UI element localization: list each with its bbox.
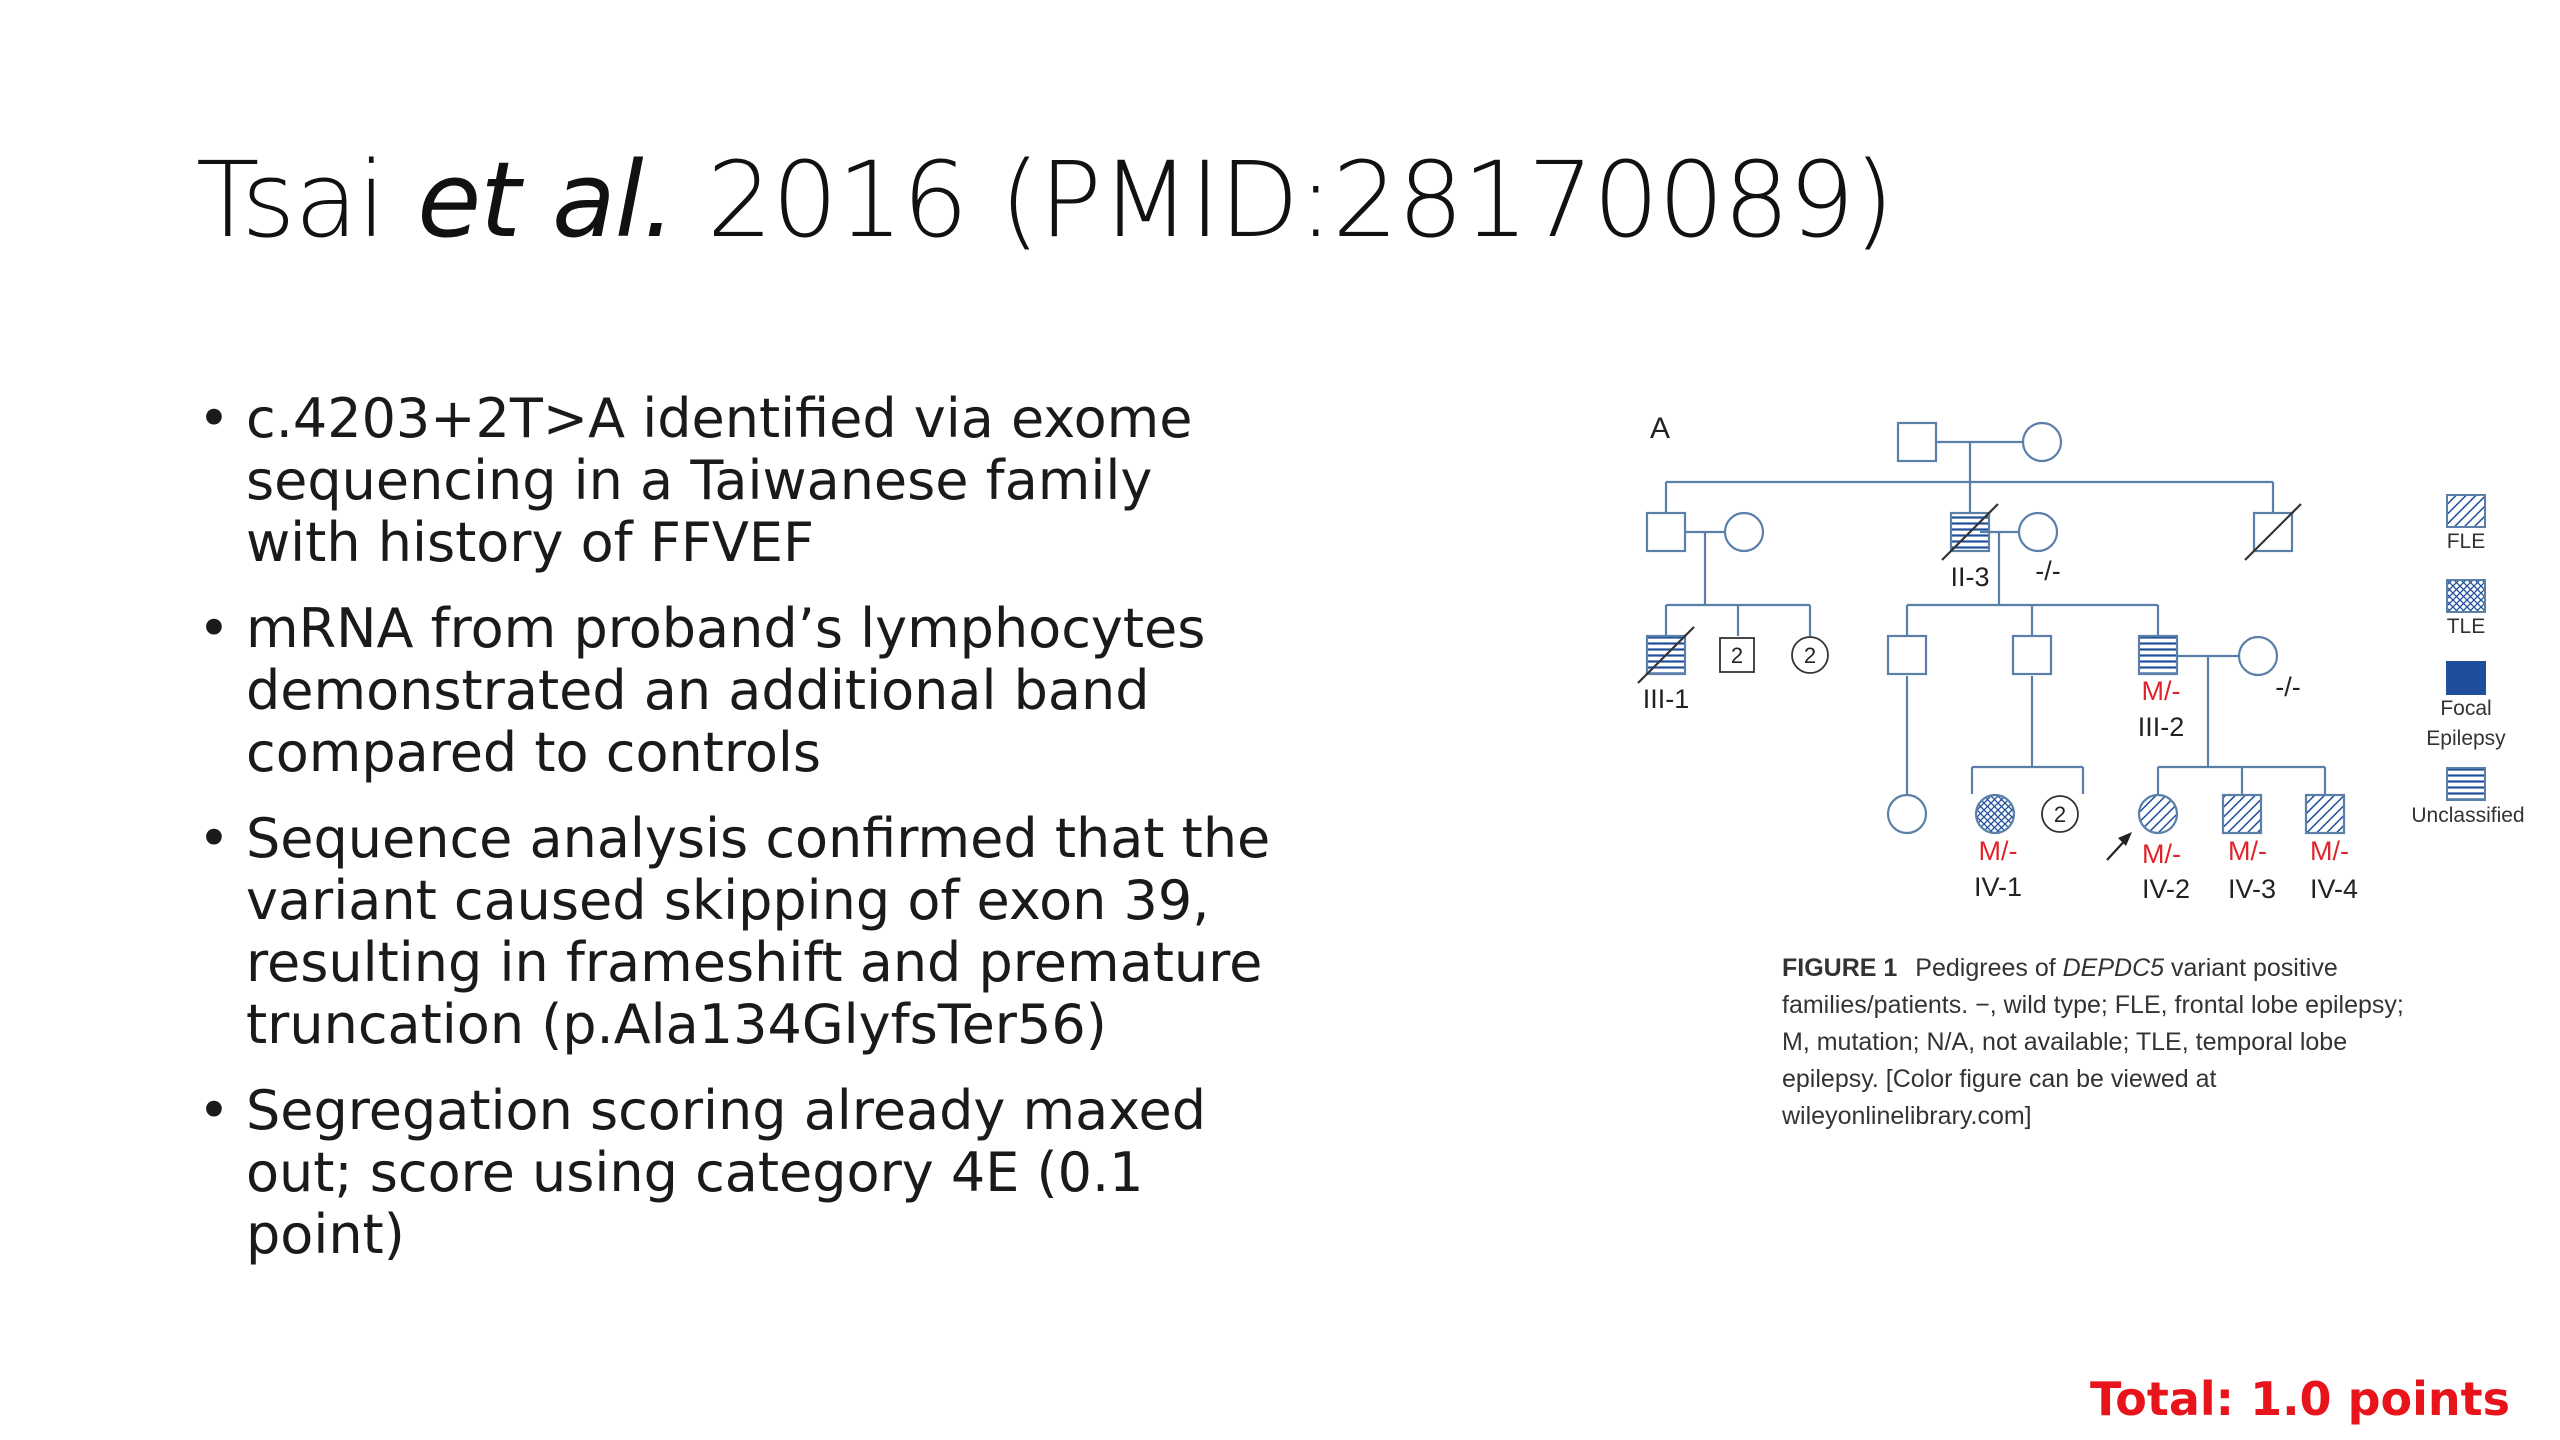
- fle-swatch: [2447, 495, 2485, 527]
- iv1-label: IV-1: [1973, 872, 2023, 902]
- title-italic: et al.: [417, 139, 675, 261]
- iii1-label: III-1: [1642, 684, 1690, 714]
- title-suffix: 2016 (PMID:28170089): [674, 139, 1894, 261]
- iv2-genotype: M/-: [2142, 839, 2181, 869]
- iv1-symbol: [1976, 795, 2014, 833]
- bullet-dot-icon: •: [198, 597, 230, 660]
- ii3-spouse-symbol: [2019, 513, 2057, 551]
- bullet-dot-icon: •: [198, 387, 230, 450]
- iv3-label: IV-3: [2228, 874, 2277, 904]
- legend-fle: FLE: [2446, 530, 2486, 553]
- ii3-label: II-3: [1950, 562, 1990, 592]
- tle-swatch: [2447, 580, 2485, 612]
- iv2-symbol: [2139, 795, 2177, 833]
- iv2-label: IV-2: [2142, 874, 2191, 904]
- grandfather-symbol: [1898, 423, 1936, 461]
- multiple-count: 2: [2053, 802, 2067, 827]
- bullet-text: Segregation scoring already maxed out; score using category 4E (0.1 point): [246, 1079, 1207, 1266]
- caption-text-after: variant positive families/patients. −, wild type; FLE, frontal lobe epilepsy; M, mutation; N/A, not available; TLE, temporal lobe epilepsy. [Color figure can be viewed at wileyonlinelibrary.com]: [1782, 954, 2404, 1130]
- iii-male-symbol: [1888, 636, 1926, 674]
- caption-text-before: Pedigrees of: [1915, 954, 2063, 982]
- focal-swatch: [2447, 662, 2485, 694]
- iv3-genotype: M/-: [2228, 836, 2267, 866]
- multiple-count: 2: [1730, 643, 1744, 668]
- unclassified-swatch: [2447, 768, 2485, 800]
- iv4-genotype: M/-: [2310, 836, 2349, 866]
- legend-focal-line2: Epilepsy: [2426, 727, 2506, 750]
- caption-gene: DEPDC5: [2062, 954, 2165, 982]
- iii-male-symbol: [2013, 636, 2051, 674]
- bullet-item: [196, 598, 1276, 784]
- bullet-item: [196, 388, 1276, 574]
- title-prefix: Tsai: [196, 139, 418, 261]
- grandmother-symbol: [2023, 423, 2061, 461]
- ii1-symbol: [1647, 513, 1685, 551]
- total-points: Total: 1.0 points: [2090, 1372, 2510, 1426]
- ii3-spouse-genotype: -/-: [2035, 556, 2061, 586]
- legend-focal-line1: Focal: [2440, 697, 2492, 720]
- ii1-spouse-symbol: [1725, 513, 1763, 551]
- iii2-symbol: [2139, 636, 2177, 674]
- pedigree-lines: [1666, 442, 2325, 814]
- bullet-text: Sequence analysis confirmed that the variant caused skipping of exon 39, resulting in frameshift and premature truncation (p.Ala134GlyfsTer56): [246, 807, 1271, 1056]
- caption-label: FIGURE 1: [1782, 954, 1898, 982]
- bullet-text: c.4203+2T>A identified via exome sequencing in a Taiwanese family with history of FFVEF: [246, 387, 1193, 574]
- iii2-label: III-2: [2137, 712, 2185, 742]
- bullet-list: [196, 388, 1276, 1290]
- multiple-count: 2: [1803, 643, 1817, 668]
- iv-female-symbol: [1888, 795, 1926, 833]
- iv4-label: IV-4: [2310, 874, 2359, 904]
- slide-title: [196, 138, 1893, 263]
- proband-arrow-icon: [2107, 832, 2132, 860]
- bullet-dot-icon: •: [198, 807, 230, 870]
- legend-tle: TLE: [2446, 615, 2486, 638]
- iii2-genotype: M/-: [2141, 676, 2181, 706]
- legend: [2411, 495, 2524, 827]
- iii2-spouse-symbol: [2239, 637, 2277, 675]
- iii2-spouse-genotype: -/-: [2275, 672, 2301, 702]
- bullet-item: [196, 1080, 1276, 1266]
- pedigree-chart: [1620, 390, 2550, 950]
- iv4-symbol: [2306, 795, 2344, 833]
- legend-unclassified: Unclassified: [2411, 804, 2525, 827]
- iv1-genotype: M/-: [1978, 836, 2018, 866]
- bullet-dot-icon: •: [198, 1079, 230, 1142]
- panel-label: A: [1650, 412, 1671, 445]
- bullet-item: [196, 808, 1276, 1056]
- bullet-text: mRNA from proband’s lymphocytes demonstrated an additional band compared to controls: [246, 597, 1206, 784]
- figure-caption: [1782, 950, 2422, 1135]
- iv3-symbol: [2223, 795, 2261, 833]
